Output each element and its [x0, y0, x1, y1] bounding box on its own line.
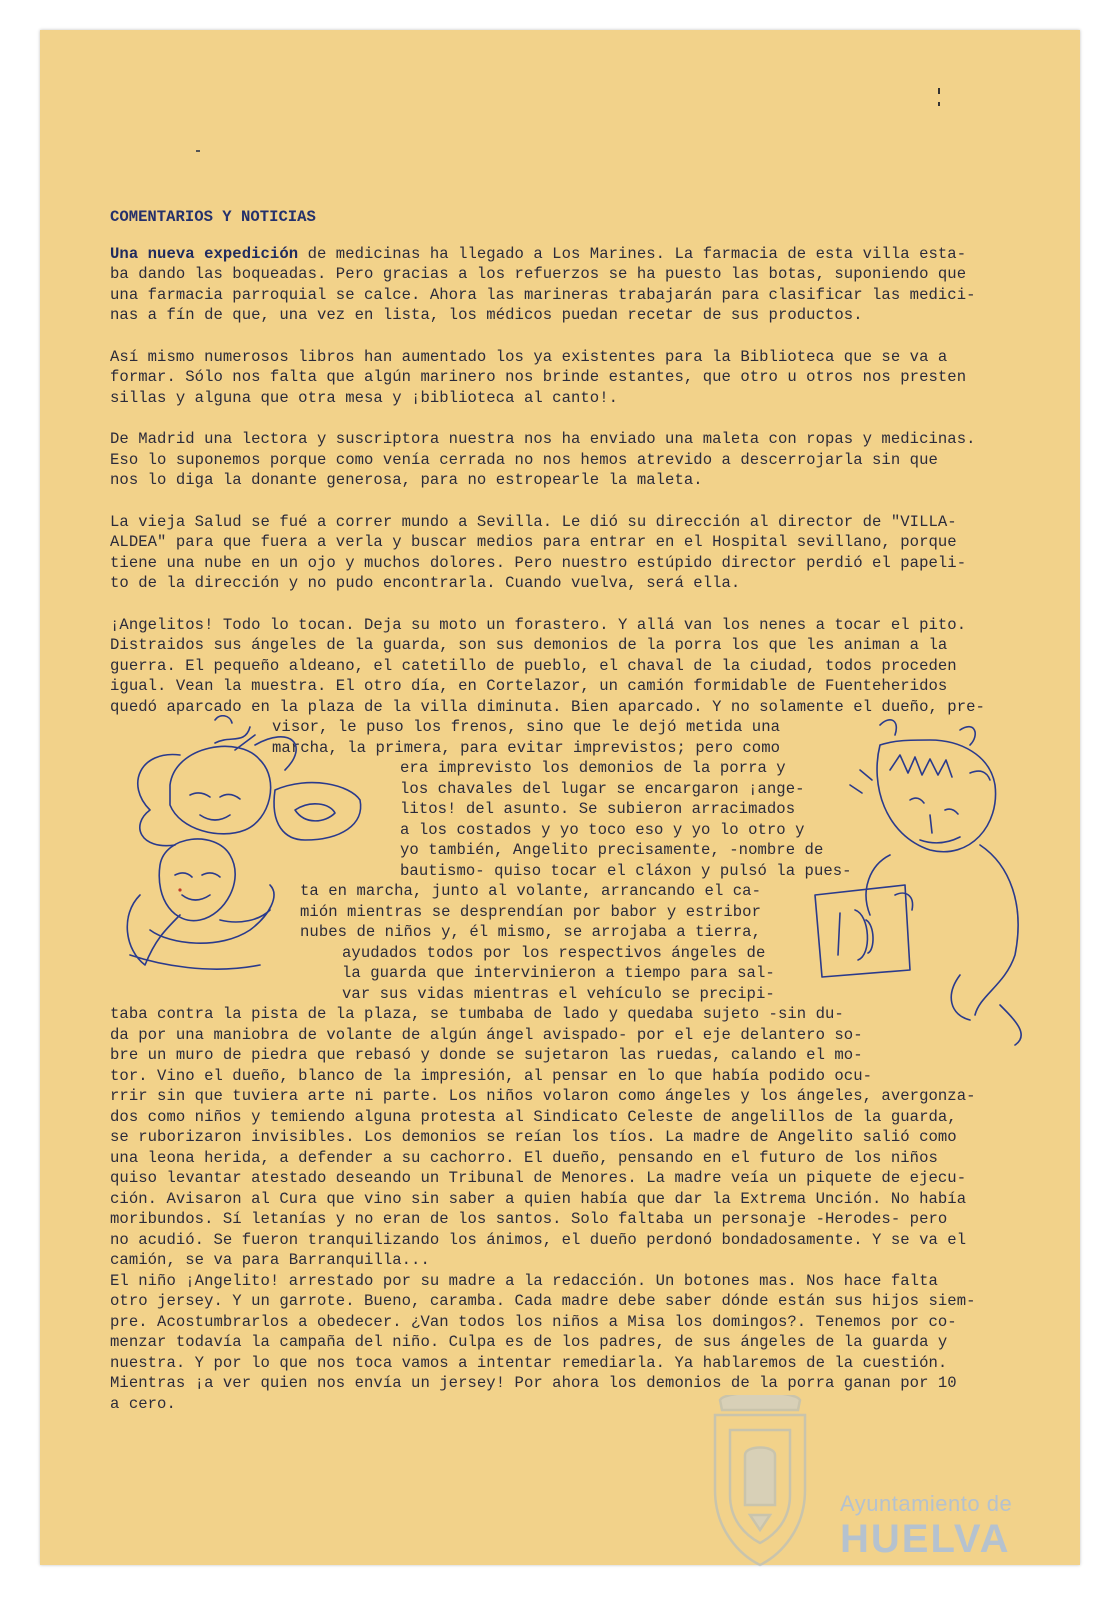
paper-speck: [938, 102, 940, 106]
text-line: visor, le puso los frenos, sino que le dejó metida una: [272, 718, 781, 736]
text-line: tor. Vino el dueño, blanco de la impresión, al pensar en lo que había podido ocu-: [110, 1066, 873, 1085]
paragraph-medicines: [110, 244, 1060, 326]
text-line: una farmacia parroquial se calce. Ahora las marineras trabajarán para clasificar las medici-: [110, 285, 976, 304]
text-line: ta en marcha, junto al volante, arrancando el ca-: [300, 882, 761, 900]
text-line: otro jersey. Y un garrote. Bueno, caramba. Cada madre debe saber dónde están sus hijos siem-: [110, 1292, 976, 1310]
typed-article: [110, 207, 1060, 1435]
text-line: moribundos. Sí letanías y no eran de los santos. Solo faltaba un personaje -Herodes- pero: [110, 1210, 948, 1228]
text-line: se ruborizaron invisibles. Los demonios se reían los tíos. La madre de Angelito salió como: [110, 1128, 957, 1146]
section-heading: COMENTARIOS Y NOTICIAS: [110, 208, 316, 226]
text-line: ¡Angelitos! Todo lo tocan. Deja su moto un forastero. Y allá van los nenes a tocar el pito.: [110, 615, 967, 634]
text-line: ba dando las boqueadas. Pero gracias a los refuerzos se ha puesto las botas, suponiendo que: [110, 265, 967, 283]
text-line: una leona herida, a defender a su cachorro. El dueño, pensando en el futuro de los niños: [110, 1148, 938, 1167]
text-line: tiene una nube en un ojo y muchos dolores. Pero nuestro estúpido director perdió el papeli-: [110, 553, 967, 572]
lead-text: Una nueva expedición: [110, 244, 299, 263]
paragraph-library: [110, 347, 1060, 409]
watermark-line1: Ayuntamiento de: [840, 1491, 1013, 1516]
text-line: bautismo- quiso tocar el cláxon y pulsó la pues-: [400, 861, 852, 880]
paper-speck: [938, 88, 940, 94]
text-line: quedó aparcado en la plaza de la villa diminuta. Bien aparcado. Y no solamente el dueño, pre-: [110, 697, 985, 716]
paragraph-suitcase: [110, 429, 1060, 491]
text-line: ALDEA" para que fuera a verla y buscar medios para entrar en el Hospital sevillano, porque: [110, 533, 957, 551]
paragraph-angelitos: [110, 615, 1060, 1415]
text-line: La vieja Salud se fué a correr mundo a Sevilla. Le dió su dirección al director de "VILLA-: [110, 512, 957, 531]
text-line: taba contra la pista de la plaza, se tumbaba de lado y quedaba sujeto -sin du-: [110, 1005, 844, 1023]
text-line: Distraidos sus ángeles de la guarda, son sus demonios de la porra los que les animan a la: [110, 636, 948, 654]
text-line: El niño ¡Angelito! arrestado por su madre a la redacción. Un botones mas. Nos hace falta: [110, 1271, 938, 1290]
wrapped-text-block: [110, 717, 1060, 1004]
paragraph-salud: [110, 512, 1060, 594]
text-line: De Madrid una lectora y suscriptora nuestra nos ha enviado una maleta con ropas y medicinas.: [110, 430, 976, 448]
text-line: formar. Sólo nos falta que algún marinero nos brinde estantes, que otro u otros nos presten: [110, 368, 967, 386]
text-line: nuestra. Y por lo que nos toca vamos a intentar remediarla. Ya hablaremos de la cuestión.: [110, 1353, 948, 1372]
text-line: mión mientras se desprendían por babor y estribor: [300, 902, 761, 921]
text-line: menzar todavía la campaña del niño. Culpa es de los padres, de sus ángeles de la guarda y: [110, 1333, 948, 1351]
watermark-line2: HUELVA: [840, 1517, 1011, 1561]
text-line: ayudados todos por los respectivos ángeles de: [342, 943, 766, 962]
text-line: la guarda que intervinieron a tiempo para sal-: [342, 964, 775, 982]
text-line: camión, se va para Barranquilla...: [110, 1251, 430, 1269]
text-line: de medicinas ha llegado a Los Marines. La farmacia de esta villa esta-: [298, 244, 967, 263]
text-line: nos lo diga la donante generosa, para no estropearle la maleta.: [110, 471, 703, 489]
text-line: ción. Avisaron al Cura que vino sin saber a quien había que dar la Extrema Unción. No había: [110, 1189, 967, 1208]
paper-speck: [196, 150, 200, 152]
text-line: dos como niños y temiendo alguna protesta al Sindicato Celeste de angelillos de la guarda,: [110, 1107, 957, 1126]
text-line: yo también, Angelito precisamente, -nombre de: [400, 841, 824, 859]
text-line: rrir sin que tuviera arte ni parte. Los niños volaron como ángeles y los ángeles, avergonza-: [110, 1087, 976, 1105]
text-line: los chavales del lugar se encargaron ¡ange-: [400, 779, 805, 798]
text-line: a los costados y yo toco eso y yo lo otro y: [400, 820, 805, 839]
text-line: pre. Acostumbrarlos a obedecer. ¿Van todos los niños a Misa los domingos?. Tenemos por co-: [110, 1312, 957, 1331]
text-line: var sus vidas mientras el vehículo se precipi-: [342, 984, 775, 1003]
text-line: sillas y alguna que otra mesa y ¡biblioteca al canto!.: [110, 388, 619, 407]
text-line: to de la dirección y no pudo encontrarla. Cuando vuelva, será ella.: [110, 574, 741, 592]
text-line: guerra. El pequeño aldeano, el catetillo de pueblo, el chaval de la ciudad, todos proceden: [110, 656, 957, 675]
text-line: no acudió. Se fueron tranquilizando los ánimos, el dueño perdonó bondadosamente. Y se va el: [110, 1230, 967, 1249]
text-line: nas a fín de que, una vez en lista, los médicos puedan recetar de sus productos.: [110, 306, 863, 324]
text-line: litos! del asunto. Se subieron arracimados: [400, 800, 796, 818]
text-line: bre un muro de piedra que rebasó y donde se sujetaron las ruedas, calando el mo-: [110, 1046, 863, 1064]
text-line: era imprevisto los demonios de la porra y: [400, 759, 786, 777]
text-line: nubes de niños y, él mismo, se arrojaba a tierra,: [300, 923, 761, 941]
text-line: da por una maniobra de volante de algún ángel avispado- por el eje delantero so-: [110, 1025, 863, 1044]
text-line: Mientras ¡a ver quien nos envía un jersey! Por ahora los demonios de la porra ganan por 10: [110, 1374, 957, 1392]
text-line: a cero.: [110, 1394, 176, 1413]
text-line: marcha, la primera, para evitar imprevistos; pero como: [272, 738, 781, 757]
text-line: igual. Vean la muestra. El otro día, en Cortelazor, un camión formidable de Fuenteheridos: [110, 677, 948, 695]
text-line: Así mismo numerosos libros han aumentado los ya existentes para la Biblioteca que se va a: [110, 347, 948, 366]
text-line: quiso levantar atestado deseando un Tribunal de Menores. La madre veía un piquete de ejecu-: [110, 1169, 967, 1187]
text-line: Eso lo suponemos porque como venía cerrada no nos hemos atrevido a descerrojarla sin que: [110, 450, 938, 469]
